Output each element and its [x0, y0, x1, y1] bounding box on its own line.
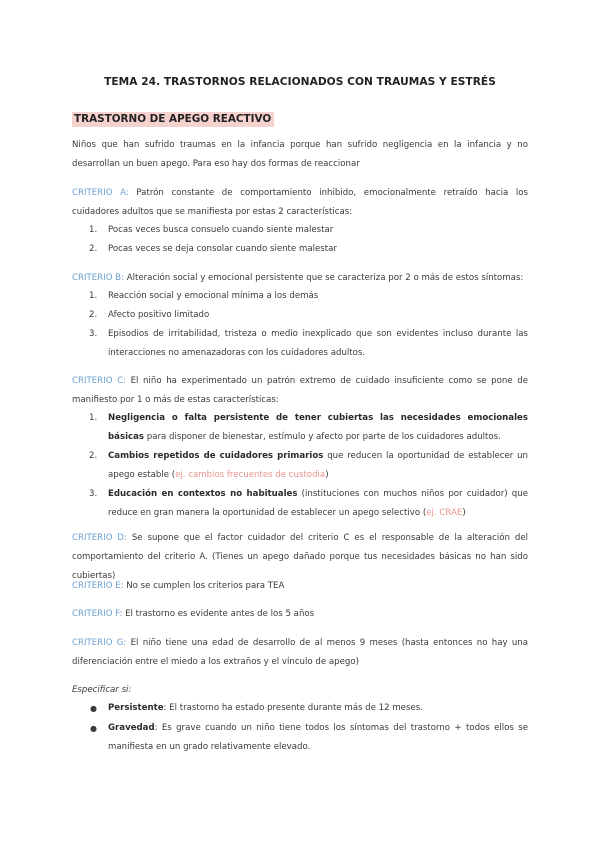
- criterio-c-text: El niño ha experimentado un patrón extremo de cuidado insuficiente como se pone de manifiesto por 1 o más de estas características:: [72, 376, 528, 405]
- list-item: 2. Pocas veces se deja consolar cuando siente malestar: [89, 244, 337, 254]
- criterio-b-label: CRITERIO B:: [72, 273, 124, 283]
- criterio-b-paragraph: [72, 269, 528, 288]
- example-note: ej. CRAE: [426, 508, 463, 518]
- criterio-g-text: El niño tiene una edad de desarrollo de al menos 9 meses (hasta entonces no hay una diferenciación entre el miedo a los extraños y el vínculo de apego): [72, 638, 528, 667]
- especificar-label: Especificar si:: [72, 685, 132, 695]
- list-item: 1. Negligencia o falta persistente de tener cubiertas las necesidades emocionales básicas para disponer de bienestar, estímulo y afecto por parte de los cuidadores adultos.: [89, 413, 528, 442]
- criterio-b-list: [72, 287, 528, 363]
- list-item: 1. Pocas veces busca consuelo cuando siente malestar: [89, 225, 334, 235]
- criterio-g-paragraph: [72, 634, 528, 672]
- page-title: TEMA 24. TRASTORNOS RELACIONADOS CON TRAUMAS Y ESTRÉS: [104, 76, 496, 88]
- list-item: 3. Episodios de irritabilidad, tristeza o medio inexplicado que son evidentes incluso durante las interacciones no amenazadoras con los cuidadores adultos.: [89, 329, 528, 358]
- list-item: 2. Cambios repetidos de cuidadores primarios que reducen la oportunidad de establecer un apego estable (ej. cambios frecuentes de custodia): [89, 451, 528, 480]
- list-item: 1. Reacción social y emocional mínima a los demás: [89, 291, 319, 301]
- criterio-a-label: CRITERIO A:: [72, 188, 129, 198]
- example-note: ej. cambios frecuentes de custodia: [175, 470, 326, 480]
- list-item: ● Gravedad: Es grave cuando un niño tiene todos los síntomas del trastorno + todos ellos se manifiesta en un grado relativamente elevado.: [90, 723, 528, 752]
- criterio-d-text: Se supone que el factor cuidador del criterio C es el responsable de la alteración del comportamiento del criterio A. (Tienes un apego dañado porque tus necesidades básicas no han sido cubiertas): [72, 533, 528, 581]
- list-item: 3. Educación en contextos no habituales (instituciones con muchos niños por cuidador) que reduce en gran manera la oportunidad de establecer un apego selectivo (ej. CRAE): [89, 489, 528, 518]
- criterio-a-paragraph: [72, 184, 528, 222]
- criterio-e-paragraph: [72, 577, 528, 596]
- criterio-c-list: [72, 409, 528, 523]
- criterio-c-paragraph: [72, 372, 528, 410]
- list-item: ● Persistente: El trastorno ha estado presente durante más de 12 meses.: [90, 703, 423, 713]
- criterio-c-label: CRITERIO C:: [72, 376, 126, 386]
- criterio-f-text: El trastorno es evidente antes de los 5 años: [122, 609, 315, 619]
- criterio-f-paragraph: [72, 605, 528, 624]
- criterio-b-text: Alteración social y emocional persistente que se caracteriza por 2 o más de estos síntomas:: [123, 273, 524, 283]
- criterio-f-label: CRITERIO F:: [72, 609, 123, 619]
- especificar-list: [72, 699, 528, 757]
- criterio-a-list: [72, 221, 528, 259]
- criterio-a-text: Patrón constante de comportamiento inhibido, emocionalmente retraído hacia los cuidadores adultos que se manifiesta por estas 2 características:: [72, 188, 529, 217]
- intro-paragraph: Niños que han sufrido traumas en la infancia porque han sufrido negligencia en la infancia y no desarrollan un buen apego. Para eso hay dos formas de reaccionar: [72, 140, 528, 169]
- section-heading: TRASTORNO DE APEGO REACTIVO: [72, 112, 274, 127]
- criterio-e-text: No se cumplen los criterios para TEA: [123, 581, 285, 591]
- criterio-e-label: CRITERIO E:: [72, 581, 124, 591]
- criterio-d-label: CRITERIO D:: [72, 533, 127, 543]
- criterio-g-label: CRITERIO G:: [72, 638, 127, 648]
- list-item: 2. Afecto positivo limitado: [89, 310, 210, 320]
